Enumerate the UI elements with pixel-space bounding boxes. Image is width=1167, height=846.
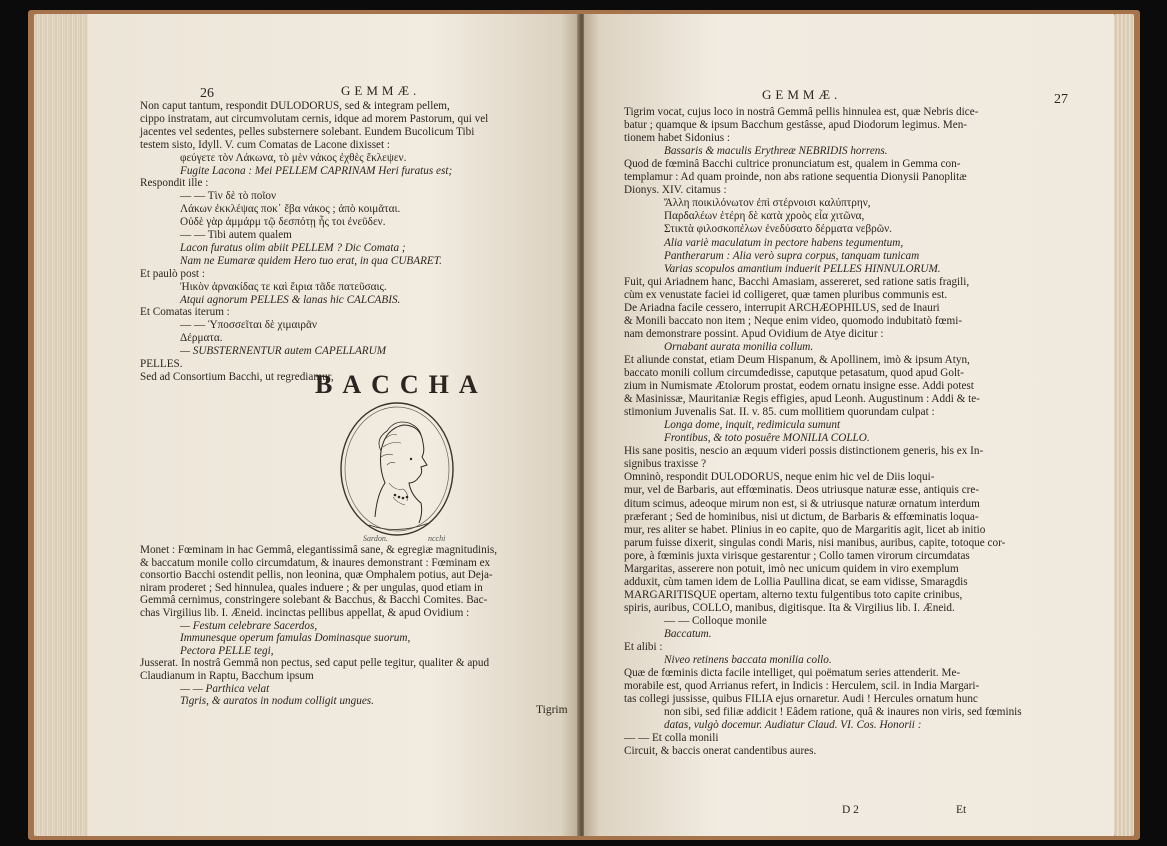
text-line: Gemmâ cernimus, constringere solebant & Bacchus, & Bacchi Comites. Bac- (140, 594, 488, 607)
text-line: Frontibus, & toto posuêre MONILIA COLLO. (664, 432, 870, 445)
text-line: Pectora PELLE tegi, (180, 644, 274, 657)
catchword: Et (956, 804, 967, 816)
gem-caption-left: Sardon. (363, 534, 388, 543)
running-header: GEMMÆ. (762, 87, 842, 102)
text-line: De Ariadna facile cessero, interrupit ARCHÆOPHILUS, sed de Inauri (624, 301, 940, 314)
section-title: BACCHA (315, 370, 488, 399)
catchword: Tigrim (536, 704, 568, 716)
text-line: chas Virgilius lib. I. Æneid. incinctas pellibus appellat, & apud Ovidium : (140, 607, 470, 619)
text-line: Ornabant aurata monilia collum. (664, 340, 814, 353)
text-line: Λάκων ἐκκλέψας ποκ᾽ ἔβα νάκος ; ἀπὸ κοιμᾶται. (180, 203, 401, 216)
text-line: Claudianum in Raptu, Bacchum ipsum (140, 670, 314, 682)
text-line: templamur : Ad quam proinde, non abs ratione sequentia Dionysii Panoplitæ (624, 171, 967, 184)
text-line: baccato monili collum circumdedisse, caputque petasatum, quod apud Golt- (624, 367, 964, 379)
text-line: Nam ne Eumaræ quidem Hero tuo erat, in qua CUBARET. (180, 254, 442, 267)
text-line: adduxit, cùm tamen idem de Lollia Paullina dicat, se eam vidisse, Smaragdis (624, 575, 968, 588)
text-line: Et paulò post : (140, 267, 205, 280)
text-line: Jusserat. In nostrâ Gemmâ non pectus, sed caput pelle tegitur, qualiter & apud (140, 657, 490, 670)
text-line: tionem habet Sidonius : (624, 132, 730, 145)
text-line: jacentes vel sedentes, pelles substernere solebant. Eundem Bucolicum Tibi (140, 125, 475, 138)
text-line: Immunesque operum famulas Dominasque suorum, (180, 632, 411, 645)
text-line: MARGARITISQUE opertam, alterno textu fulgentibus toto capite crinibus, (624, 588, 963, 601)
text-line: parum fuisse dixerit, singulas condi Maris, nisi manibus, auribus, capite, totoque cor- (624, 536, 1006, 549)
text-line: — — Parthica velat (180, 682, 270, 695)
page-number: 26 (200, 86, 214, 101)
text-line: PELLES. (140, 358, 183, 370)
page-number: 27 (1054, 92, 1068, 107)
text-line: Et aliunde constat, etiam Deum Hispanum, & Apollinem, imò & ipsum Atyn, (624, 353, 970, 366)
text-line: Niveo retinens baccata monilia collo. (664, 654, 832, 667)
text-line: Sed ad Consortium Bacchi, ut regrediamur, (140, 370, 334, 383)
text-line: pore, à fœminis juxta virisque gestarentur ; Collo tamen virorum circumdatas (624, 549, 970, 562)
text-line: mur, res aliter se habet. Plinius in eo capite, quo de Margaritis agit, licet ab initio (624, 523, 986, 536)
text-line: & baccatum monile collo circumdatum, & inaures demonstrant : Fœminam ex (140, 556, 491, 569)
text-line: Baccatum. (664, 628, 712, 640)
page-edges-right (1114, 14, 1134, 836)
text-line: datas, vulgò docemur. Audiatur Claud. VI. Cos. Honorii : (664, 719, 922, 732)
text-line: Longa dome, inquit, redimicula sumunt (664, 419, 841, 432)
gem-engraving-image (335, 399, 459, 539)
text-line: Et alibi : (624, 641, 663, 654)
text-line: cùm ex venustate faciei id colligeret, quæ tamen pluribus communis est. (624, 288, 948, 301)
text-line: Respondit ille : (140, 177, 209, 190)
text-line: — Festum celebrare Sacerdos, (180, 619, 318, 632)
running-header: GEMMÆ. (341, 83, 421, 98)
text-line: Fuit, qui Ariadnem hanc, Bacchi Amasiam, assereret, sed ratione satis fragili, (624, 275, 970, 288)
text-line: Et Comatas iterum : (140, 306, 230, 319)
text-line: — — Tibi autem qualem (180, 229, 292, 241)
text-line: — — Ὑποσσεῖται δὲ χιμαιρᾶν (180, 319, 317, 332)
text-line: Atqui agnorum PELLES & lanas hic CALCABIS. (180, 293, 401, 306)
text-line: Varias scopulos amantium induerit PELLES HINNULORUM. (664, 262, 941, 275)
text-line: non sibi, sed filiæ addicit ! Eâdem ratione, quâ & inaures non viris, sed fœminis (664, 706, 1022, 719)
left-page (88, 14, 580, 836)
text-line: & Masinissæ, Mauritaniæ Regis effigies, apud Leonh. Augustinum : Addi & te- (624, 393, 980, 406)
text-line: zium in Numismate Ætolorum prostat, eodem ornatu insigne esse. Addi potest (624, 380, 974, 393)
right-page (584, 14, 1114, 836)
text-line: Tigris, & auratos in nodum colligit ungues. (180, 695, 374, 708)
text-line: ditum scimus, adeoque mirum non est, si & utriusque naturæ ornatum interdum (624, 497, 980, 510)
text-line: stimonium Juvenalis Sat. II. v. 85. cum mollitiem quorundam culpat : (624, 406, 935, 419)
text-line: nam demonstrare possint. Apud Ovidium de Atye dicitur : (624, 327, 884, 340)
text-line: signibus traxisse ? (624, 458, 707, 471)
text-line: Tigrim vocat, cujus loco in nostrâ Gemmâ pellis hinnulea est, quæ Nebris dice- (624, 106, 979, 118)
text-line: Alia variè maculatum in pectore habens tegumentum, (664, 236, 904, 249)
text-line: Non caput tantum, respondit DULODORUS, sed & integram pellem, (140, 100, 450, 112)
text-line: — — Colloque monile (664, 614, 767, 627)
signature-mark: D 2 (842, 804, 859, 816)
text-line: cippo instratam, aut circumvolutam cernis, idque ad morem Pastorum, qui vel (140, 112, 489, 125)
text-line: Lacon furatus olim abiit PELLEM ? Dic Comata ; (180, 241, 406, 254)
text-line: Δέρματα. (180, 332, 223, 345)
text-line: Dionys. XIV. citamus : (624, 184, 727, 197)
open-book (28, 10, 1140, 840)
text-line: & Monili baccato non item ; Neque enim video, quomodo indubitatò fœmi- (624, 314, 963, 327)
text-line: Quod de fœminâ Bacchi cultrice pronunciatum est, qualem in Gemma con- (624, 158, 961, 171)
text-line: morabile est, quod Arrianus refert, in Indicis : Herculem, scil. in India Margari- (624, 680, 980, 693)
text-line: Ἠικὸν ἀρνακίδας τε καὶ ἔιρια τᾶδε πατεῦσαις. (180, 280, 387, 293)
text-line: præferant ; Sed de hominibus, nisi ut dictum, de Barbaris & effœminatis loqua- (624, 510, 979, 523)
page-edges-left (34, 14, 92, 836)
text-line: mur, vel de Barbaris, aut effœminatis. Deos utriusque naturæ esse, antiquis cre- (624, 484, 980, 497)
text-line: Οὐδὲ γὰρ ἀμμάρμ τῷ δεσπότῃ ἦς τοι ἐνεῦδεν. (180, 216, 386, 229)
text-line: spiris, auribus, COLLO, manibus, digitisque. Ita & Virgilius lib. I. Æneid. (624, 601, 955, 614)
text-line: — SUBSTERNENTUR autem CAPELLARUM (180, 345, 387, 358)
text-line: Fugite Lacona : Mei PELLEM CAPRINAM Heri furatus est; (180, 164, 453, 177)
text-line: Παρδαλέων ἑτέρη δὲ κατὰ χροὸς εἷα χιτῶνα, (664, 210, 865, 223)
text-line: niram proderet ; Sed hinnulea, quales induere ; & per ungulas, quod etiam in (140, 581, 483, 594)
text-line: — — Et colla monili (624, 732, 719, 745)
text-line: Margaritas, asserere non potuit, imò nec unicum quidem in viro exemplum (624, 562, 959, 575)
text-line: consortio Bacchi ostendit pellis, non leonina, quæ Omphalem potius, aut Deja- (140, 569, 493, 582)
text-line: Pantherarum : Alia verò supra corpus, tanquam tunicam (664, 249, 920, 262)
text-line: His sane positis, nescio an æquum videri possis distinctionem generis, his ex In- (624, 445, 984, 458)
text-line: — — Τὶν δὲ τὸ ποῖον (180, 190, 277, 203)
text-line: testem sisto, Idyll. V. cum Comatas de Lacone dixisset : (140, 138, 391, 151)
text-line: Quæ de fœminis dicta facile intelliget, qui poëmatum series attenderit. Me- (624, 667, 961, 680)
text-line: Monet : Fœminam in hac Gemmâ, elegantissimâ sane, & egregiæ magnitudinis, (140, 544, 498, 556)
text-line: Ἄλλη ποικιλόνωτον ἐπὶ στέρνοισι καλύπτρην, (664, 197, 871, 210)
text-line: tas collegi jussisse, quibus FILIA ejus ornaretur. Audi ! Hercules ornatum hunc (624, 693, 978, 706)
text-line: φεύγετε τὸν Λάκωνα, τὸ μὲν νάκος ἐχθὲς ἔκλεψεν. (180, 151, 407, 164)
gem-caption-right: ncchi (428, 534, 446, 543)
text-line: Omninò, respondit DULODORUS, neque enim hic vel de Diis loqui- (624, 471, 935, 484)
text-line: Circuit, & baccis onerat candentibus aures. (624, 745, 817, 758)
text-line: Bassaris & maculis Erythreæ NEBRIDIS horrens. (664, 145, 888, 158)
text-line: batur ; quamque & ipsum Bacchum gestâsse, apud Diodorum legimus. Men- (624, 119, 968, 132)
text-line: Στικτὰ φιλοσκοπέλων ἐνεδύσατο δέρματα νεβρῶν. (664, 223, 892, 236)
